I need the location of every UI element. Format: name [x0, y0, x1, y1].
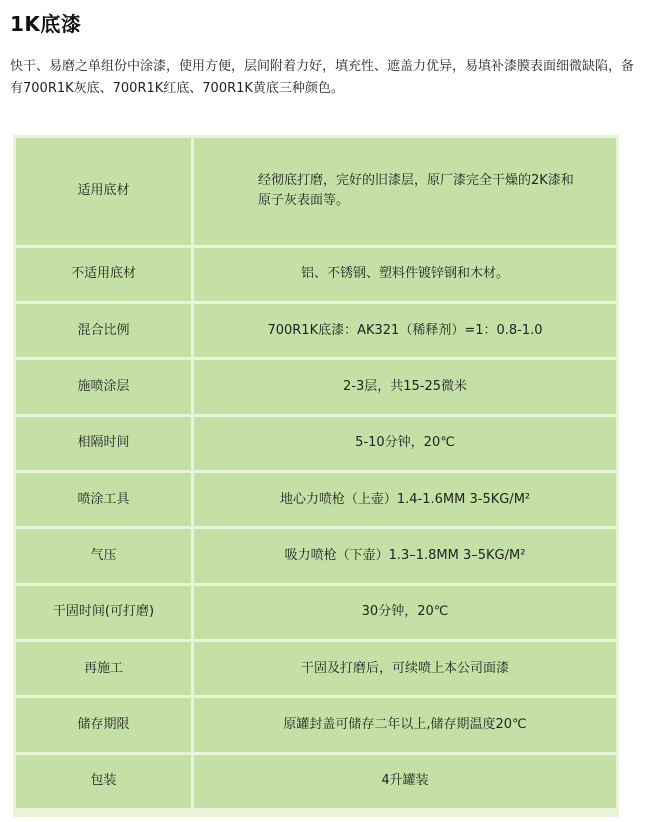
table-row — [16, 248, 616, 301]
row-label: 再施工 — [16, 642, 191, 695]
row-value: 30分钟，20℃ — [191, 586, 616, 639]
row-value: 2-3层，共15-25微米 — [191, 360, 616, 413]
spec-table-body — [16, 138, 616, 808]
table-row — [16, 360, 616, 413]
row-value: 700R1K底漆：AK321（稀释剂）=1：0.8-1.0 — [191, 304, 616, 357]
row-label: 不适用底材 — [16, 248, 191, 301]
row-label: 气压 — [16, 529, 191, 582]
row-label: 适用底材 — [16, 138, 191, 245]
row-value: 4升罐装 — [191, 755, 616, 808]
table-row — [16, 698, 616, 751]
intro-paragraph: 快干、易磨之单组份中涂漆，使用方便，层间附着力好，填充性、遮盖力优异，易填补漆膜表面细微缺陷，备有700R1K灰底、700R1K红底、700R1K黄底三种颜色。 — [10, 59, 635, 96]
row-label: 干固时间(可打磨) — [16, 586, 191, 639]
row-label: 施喷涂层 — [16, 360, 191, 413]
row-label: 储存期限 — [16, 698, 191, 751]
row-value: 干固及打磨后，可续喷上本公司面漆 — [191, 642, 616, 695]
table-row — [16, 755, 616, 808]
spec-table — [13, 135, 619, 817]
table-row — [16, 304, 616, 357]
table-row — [16, 529, 616, 582]
row-value: 经彻底打磨，完好的旧漆层，原厂漆完全干燥的2K漆和 原子灰表面等。 — [191, 138, 616, 245]
table-row — [16, 642, 616, 695]
row-label: 混合比例 — [16, 304, 191, 357]
row-value: 5-10分钟，20℃ — [191, 417, 616, 470]
table-row — [16, 138, 616, 245]
table-row — [16, 473, 616, 526]
page-title: 1K底漆 — [10, 12, 82, 36]
row-value: 铝、不锈钢、塑料件镀锌钢和木材。 — [191, 248, 616, 301]
row-value: 原罐封盖可储存二年以上,储存期温度20℃ — [191, 698, 616, 751]
row-label: 包装 — [16, 755, 191, 808]
row-value: 吸力喷枪（下壶）1.3–1.8MM 3–5KG/M² — [191, 529, 616, 582]
row-label: 相隔时间 — [16, 417, 191, 470]
row-value: 地心力喷枪（上壶）1.4-1.6MM 3-5KG/M² — [191, 473, 616, 526]
table-row — [16, 417, 616, 470]
row-label: 喷涂工具 — [16, 473, 191, 526]
table-row — [16, 586, 616, 639]
